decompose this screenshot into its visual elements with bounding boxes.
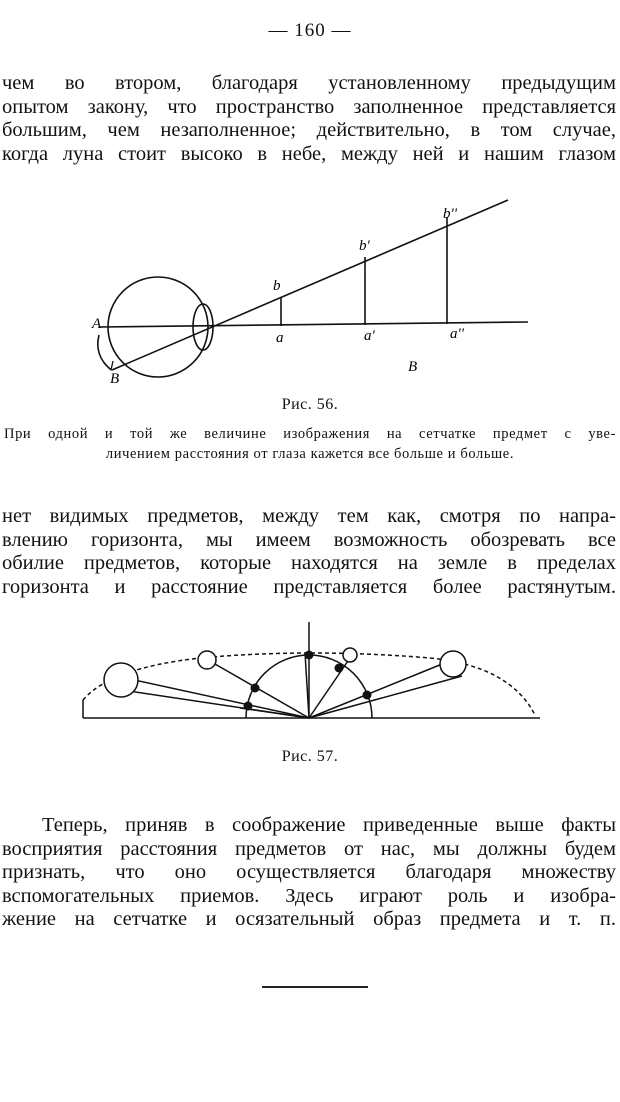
text-line: чем во втором, благодаря установленному предыдущим	[2, 72, 616, 94]
text-line: Теперь, приняв в соображение приведенные выше факты	[42, 814, 616, 836]
paragraph-3	[2, 814, 616, 932]
paragraph-1	[2, 72, 616, 166]
moon-horizon-right	[440, 651, 466, 677]
dot-left-upper	[251, 684, 260, 693]
label-b: b	[273, 278, 281, 294]
label-B-field: B	[408, 359, 418, 375]
dot-right-upper	[335, 664, 344, 673]
paragraph-2	[2, 505, 616, 599]
text-line: когда луна стоит высоко в небе, между ней и нашим глазом	[2, 142, 616, 165]
label-B-eye: B	[110, 371, 120, 387]
text-line: нет видимых предметов, между тем как, смотря по напра-	[2, 505, 616, 527]
label-A: A	[92, 316, 102, 332]
end-rule	[262, 986, 368, 988]
text-line: признать, что оно осуществляется благодаря множеству	[2, 861, 616, 883]
dot-zenith	[305, 651, 314, 660]
text-line: влению горизонта, мы имеем возможность обозревать все	[2, 528, 616, 551]
figure-56-eye-diagram	[0, 195, 620, 390]
text-line: вспомогательных приемов. Здесь играют роль и изобра-	[2, 884, 616, 907]
caption-line: При одной и той же величине изображения на сетчатке предмет с уве-	[4, 426, 616, 442]
curved-arrow	[98, 335, 110, 369]
moon-right	[343, 648, 357, 662]
page-number: — 160 —	[268, 20, 352, 41]
caption-line: личением расстояния от глаза кажется все больше и больше.	[105, 446, 515, 462]
figure-57-caption-label: Рис. 57.	[281, 748, 339, 765]
text-line: восприятия расстояния предметов от нас, мы должны будем	[2, 837, 616, 860]
text-line: большим, чем незаполненное; действительно, в том случае,	[2, 119, 616, 141]
sight-ray	[112, 200, 508, 370]
label-a2: a''	[450, 326, 464, 342]
dot-left-lower	[244, 702, 253, 711]
dot-right-lower	[363, 691, 372, 700]
text-line: обилие предметов, которые находятся на земле в пределах	[2, 552, 616, 574]
text-line: горизонта и расстояние представляется более растянутым.	[2, 575, 616, 598]
label-b1: b'	[359, 238, 370, 254]
text-line: жение на сетчатке и осязательный образ предмета и т. п.	[2, 908, 616, 930]
figure-56-caption	[4, 424, 616, 464]
text-line: опытом закону, что пространство заполненное представляется	[2, 95, 616, 118]
moon-horizon-left	[104, 663, 138, 697]
label-a: a	[276, 330, 284, 346]
label-b2: b''	[443, 206, 457, 222]
figure-57-horizon-diagram	[0, 620, 620, 730]
label-a1: a'	[364, 328, 375, 344]
figure-56-caption-label: Рис. 56.	[281, 396, 339, 413]
eye-lens	[193, 304, 213, 350]
moon-left	[198, 651, 216, 669]
